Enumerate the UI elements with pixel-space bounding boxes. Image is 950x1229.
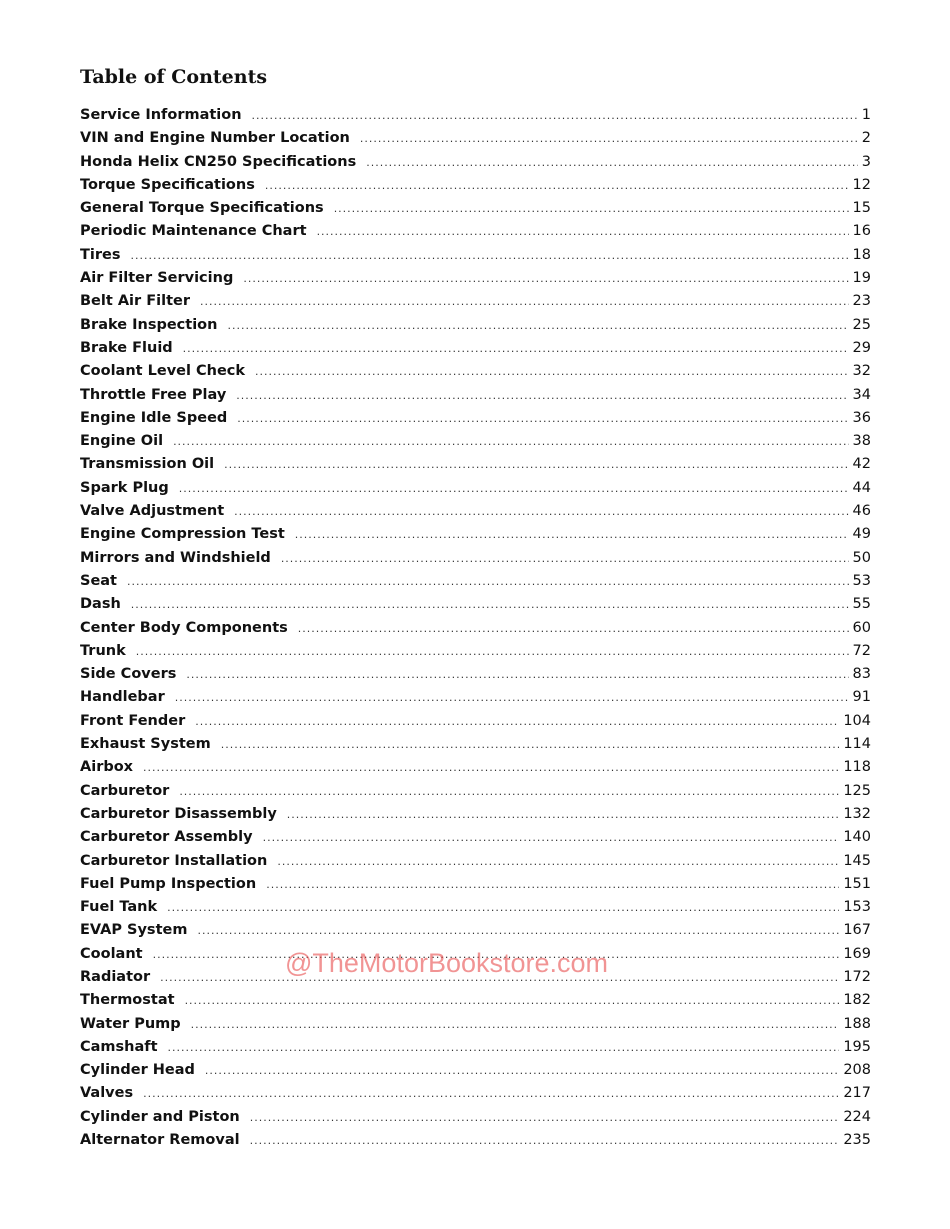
toc-dot-leader — [183, 337, 849, 360]
toc-entry-title[interactable]: Engine Compression Test — [80, 526, 285, 543]
toc-entry-title[interactable]: Air Filter Servicing — [80, 270, 234, 287]
toc-entry-title[interactable]: VIN and Engine Number Location — [80, 130, 350, 147]
toc-dot-leader — [281, 547, 849, 570]
toc-dot-leader — [236, 384, 848, 407]
toc-entry-title[interactable]: Dash — [80, 596, 121, 613]
toc-entry-page[interactable]: 224 — [843, 1108, 871, 1125]
toc-dot-leader — [175, 686, 849, 709]
toc-entry-title[interactable]: Cylinder Head — [80, 1062, 195, 1079]
toc-entry-title[interactable]: Alternator Removal — [80, 1132, 240, 1149]
toc-dot-leader — [197, 919, 839, 942]
toc-entry[interactable] — [80, 686, 871, 709]
toc-entry-page[interactable]: 153 — [843, 899, 871, 916]
toc-entry[interactable] — [80, 1059, 871, 1082]
toc-entry-title[interactable]: Transmission Oil — [80, 456, 215, 473]
toc-entry-title[interactable]: Camshaft — [80, 1038, 158, 1055]
toc-entry-title[interactable]: Water Pump — [80, 1015, 181, 1032]
toc-dot-leader — [173, 430, 848, 453]
toc-entry[interactable] — [80, 127, 871, 150]
toc-dot-leader — [263, 826, 840, 849]
toc-entry[interactable] — [80, 290, 871, 313]
toc-entry-page[interactable]: 114 — [843, 736, 871, 753]
toc-dot-leader — [130, 244, 848, 267]
toc-entry[interactable] — [80, 244, 871, 267]
toc-dot-leader — [131, 593, 849, 616]
toc-entry-title[interactable]: Valve Adjustment — [80, 503, 225, 520]
toc-entry[interactable] — [80, 873, 871, 896]
toc-entry-title[interactable]: Fuel Pump Inspection — [80, 875, 257, 892]
toc-entry-page[interactable]: 125 — [843, 782, 871, 799]
toc-dot-leader — [334, 197, 849, 220]
toc-entry-page[interactable]: 167 — [843, 922, 871, 939]
toc-entry[interactable] — [80, 314, 871, 337]
toc-entry[interactable] — [80, 593, 871, 616]
toc-entry[interactable] — [80, 826, 871, 849]
toc-dot-leader — [250, 1129, 840, 1152]
toc-entry-page[interactable]: 91 — [852, 689, 871, 706]
toc-dot-leader — [266, 873, 839, 896]
toc-entry-page[interactable]: 46 — [852, 503, 871, 520]
toc-entry-page[interactable]: 140 — [843, 829, 871, 846]
toc-entry[interactable] — [80, 477, 871, 500]
toc-entry-title[interactable]: Exhaust System — [80, 736, 211, 753]
toc-entry-title[interactable]: Brake Inspection — [80, 316, 218, 333]
toc-entry-page[interactable]: 42 — [852, 456, 871, 473]
toc-entry[interactable] — [80, 337, 871, 360]
toc-entry[interactable] — [80, 1106, 871, 1129]
toc-entry-page[interactable]: 217 — [843, 1085, 871, 1102]
toc-entry-title[interactable]: Honda Helix CN250 Specifications — [80, 153, 357, 170]
toc-entry-page[interactable]: 19 — [852, 270, 871, 287]
toc-entry[interactable] — [80, 104, 871, 127]
toc-entry-title[interactable]: Radiator — [80, 968, 151, 985]
toc-entry-page[interactable]: 3 — [861, 153, 871, 170]
page-title: Table of Contents — [80, 66, 268, 88]
toc-entry[interactable] — [80, 850, 871, 873]
toc-entry-title[interactable]: Center Body Components — [80, 619, 288, 636]
toc-dot-leader — [295, 523, 849, 546]
toc-entry-title[interactable]: Throttle Free Play — [80, 386, 227, 403]
toc-entry-title[interactable]: EVAP System — [80, 922, 188, 939]
toc-entry-page[interactable]: 145 — [843, 852, 871, 869]
toc-entry[interactable] — [80, 220, 871, 243]
toc-dot-leader — [237, 407, 848, 430]
toc-entry-title[interactable]: Airbox — [80, 759, 134, 776]
toc-dot-leader — [224, 453, 848, 476]
toc-entry-page[interactable]: 182 — [843, 992, 871, 1009]
toc-entry[interactable] — [80, 1129, 871, 1152]
toc-entry[interactable] — [80, 989, 871, 1012]
toc-entry-title[interactable]: General Torque Specifications — [80, 200, 324, 217]
toc-dot-leader — [250, 1106, 840, 1129]
toc-dot-leader — [221, 733, 840, 756]
toc-entry-title[interactable]: Front Fender — [80, 712, 186, 729]
toc-entry-page[interactable]: 55 — [852, 596, 871, 613]
toc-dot-leader — [227, 314, 848, 337]
toc-entry[interactable] — [80, 617, 871, 640]
toc-entry-title[interactable]: Mirrors and Windshield — [80, 549, 271, 566]
toc-dot-leader — [243, 267, 848, 290]
toc-entry-page[interactable]: 195 — [843, 1038, 871, 1055]
toc-entry-title[interactable]: Carburetor Disassembly — [80, 805, 277, 822]
toc-dot-leader — [179, 780, 839, 803]
toc-entry-page[interactable]: 235 — [843, 1132, 871, 1149]
toc-entry-page[interactable]: 104 — [843, 712, 871, 729]
toc-entry-title[interactable]: Valves — [80, 1085, 134, 1102]
toc-entry[interactable] — [80, 453, 871, 476]
toc-entry[interactable] — [80, 407, 871, 430]
toc-dot-leader — [136, 640, 849, 663]
toc-entry-title[interactable]: Engine Idle Speed — [80, 409, 228, 426]
toc-entry-title[interactable]: Handlebar — [80, 689, 165, 706]
toc-entry[interactable] — [80, 1013, 871, 1036]
toc-entry[interactable] — [80, 151, 871, 174]
watermark: @TheMotorBookstore.com — [285, 948, 609, 978]
toc-entry[interactable] — [80, 1082, 871, 1105]
toc-entry-page[interactable]: 151 — [843, 875, 871, 892]
toc-entry-title[interactable]: Trunk — [80, 642, 126, 659]
toc-entry[interactable] — [80, 710, 871, 733]
toc-entry[interactable] — [80, 523, 871, 546]
toc-entry-page[interactable]: 34 — [852, 386, 871, 403]
toc-dot-leader — [252, 104, 858, 127]
toc-entry-title[interactable]: Cylinder and Piston — [80, 1108, 240, 1125]
toc-dot-leader — [317, 220, 849, 243]
toc-entry[interactable] — [80, 384, 871, 407]
toc-entry-page[interactable]: 60 — [852, 619, 871, 636]
toc-entry-page[interactable]: 118 — [843, 759, 871, 776]
toc-entry[interactable] — [80, 733, 871, 756]
toc-dot-leader — [234, 500, 848, 523]
toc-entry-title[interactable]: Carburetor Assembly — [80, 829, 253, 846]
toc-entry-title[interactable]: Torque Specifications — [80, 176, 255, 193]
toc-entry-page[interactable]: 36 — [852, 409, 871, 426]
toc-entry-title[interactable]: Coolant Level Check — [80, 363, 246, 380]
toc-entry-title[interactable]: Thermostat — [80, 992, 175, 1009]
toc-entry-page[interactable]: 44 — [852, 479, 871, 496]
toc-entry-page[interactable]: 32 — [852, 363, 871, 380]
toc-entry-title[interactable]: Tires — [80, 246, 121, 263]
toc-entry-page[interactable]: 188 — [843, 1015, 871, 1032]
toc-entry[interactable] — [80, 174, 871, 197]
toc-entry[interactable] — [80, 197, 871, 220]
toc-dot-leader — [127, 570, 849, 593]
toc-entry-page[interactable]: 12 — [852, 176, 871, 193]
toc-list — [80, 104, 871, 1152]
toc-dot-leader — [205, 1059, 839, 1082]
toc-dot-leader — [255, 360, 849, 383]
toc-entry-title[interactable]: Coolant — [80, 945, 143, 962]
toc-entry[interactable] — [80, 570, 871, 593]
toc-dot-leader — [167, 896, 839, 919]
toc-entry-page[interactable]: 53 — [852, 572, 871, 589]
toc-entry-page[interactable]: 29 — [852, 339, 871, 356]
toc-entry-page[interactable]: 25 — [852, 316, 871, 333]
toc-entry-title[interactable]: Carburetor Installation — [80, 852, 268, 869]
toc-entry[interactable] — [80, 500, 871, 523]
toc-entry-page[interactable]: 83 — [852, 666, 871, 683]
toc-entry-title[interactable]: Engine Oil — [80, 433, 164, 450]
toc-entry-title[interactable]: Service Information — [80, 107, 242, 123]
toc-entry-page[interactable]: 49 — [852, 526, 871, 543]
toc-dot-leader — [168, 1036, 840, 1059]
toc-entry-page[interactable]: 50 — [852, 549, 871, 566]
toc-entry[interactable] — [80, 360, 871, 383]
toc-dot-leader — [366, 151, 858, 174]
toc-entry-title[interactable]: Fuel Tank — [80, 899, 158, 916]
toc-entry-title[interactable]: Belt Air Filter — [80, 293, 190, 310]
toc-entry-title[interactable]: Seat — [80, 572, 117, 589]
toc-dot-leader — [179, 477, 849, 500]
toc-entry[interactable] — [80, 1036, 871, 1059]
toc-dot-leader — [298, 617, 849, 640]
toc-dot-leader — [277, 850, 839, 873]
toc-entry[interactable] — [80, 663, 871, 686]
toc-entry[interactable] — [80, 919, 871, 942]
toc-entry[interactable] — [80, 267, 871, 290]
toc-dot-leader — [360, 127, 858, 150]
toc-entry-title[interactable]: Periodic Maintenance Chart — [80, 223, 307, 240]
toc-dot-leader — [186, 663, 848, 686]
toc-dot-leader — [287, 803, 840, 826]
toc-entry-page[interactable]: 16 — [852, 223, 871, 240]
toc-entry[interactable] — [80, 547, 871, 570]
toc-entry[interactable] — [80, 756, 871, 779]
toc-entry[interactable] — [80, 803, 871, 826]
toc-entry-page[interactable]: 208 — [843, 1062, 871, 1079]
toc-dot-leader — [195, 710, 839, 733]
toc-entry-page[interactable]: 1 — [861, 107, 871, 123]
toc-entry[interactable] — [80, 896, 871, 919]
toc-entry-title[interactable]: Side Covers — [80, 666, 177, 683]
toc-entry-page[interactable]: 169 — [843, 945, 871, 962]
toc-entry[interactable] — [80, 780, 871, 803]
toc-dot-leader — [143, 1082, 839, 1105]
toc-dot-leader — [200, 290, 849, 313]
toc-dot-leader — [191, 1013, 840, 1036]
toc-entry-page[interactable]: 132 — [843, 805, 871, 822]
toc-dot-leader — [185, 989, 840, 1012]
toc-entry-page[interactable]: 15 — [852, 200, 871, 217]
toc-entry-title[interactable]: Brake Fluid — [80, 339, 173, 356]
toc-entry-page[interactable]: 38 — [852, 433, 871, 450]
toc-entry-page[interactable]: 18 — [852, 246, 871, 263]
toc-entry-page[interactable]: 23 — [852, 293, 871, 310]
toc-entry-title[interactable]: Spark Plug — [80, 479, 169, 496]
toc-entry-title[interactable]: Carburetor — [80, 782, 170, 799]
toc-dot-leader — [265, 174, 849, 197]
toc-entry-page[interactable]: 2 — [861, 130, 871, 147]
toc-entry[interactable] — [80, 640, 871, 663]
toc-entry[interactable] — [80, 430, 871, 453]
toc-dot-leader — [143, 756, 839, 779]
toc-entry-page[interactable]: 172 — [843, 968, 871, 985]
toc-entry-page[interactable]: 72 — [852, 642, 871, 659]
